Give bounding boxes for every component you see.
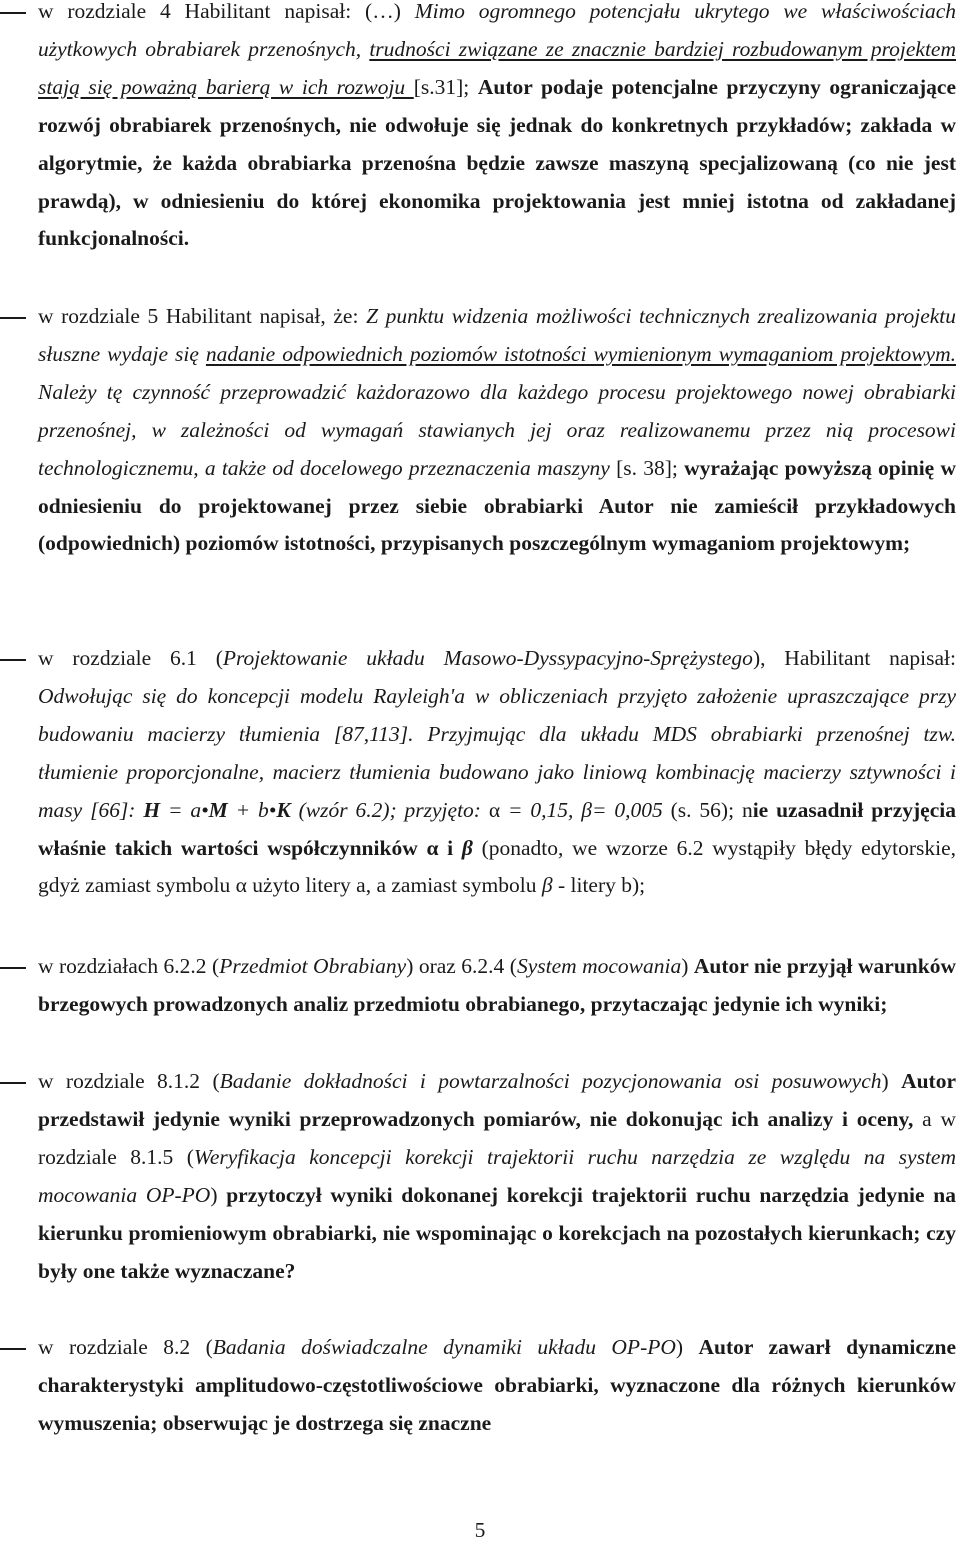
- text-run: ): [881, 1069, 902, 1093]
- text-run: Autor zawarł dynamiczne charakterystyki amplitudowo-częstotliwościowe obrabiarki, wyznaczone dla różnych kierunków wymuszenia; obserwując je dostrzega się znaczne: [38, 1335, 956, 1435]
- text-run: (ponadto, we wzorze 6.2 wystąpiły błędy edytorskie, gdyż zamiast symbolu α użyto litery a, a zamiast symbolu: [38, 835, 957, 898]
- text-run: ), Habilitant napisał:: [752, 646, 956, 670]
- text-run: Odwołując się do koncepcji modelu Rayleigh'a w obliczeniach przyjęto założenie upraszczające przy budowaniu macierzy tłumienia [87,113]. Przyjmując dla układu MDS obrabiarki przenośnej tzw. tłumienie proporcjonalne, macierz tłumienia budowano jako liniową kombinację macierzy sztywności i masy [66]:: [38, 683, 956, 822]
- list-item-text: [38, 646, 956, 897]
- list-item: [38, 640, 956, 905]
- text-run: a w rozdziale 8.1.5 (: [38, 1106, 956, 1169]
- list-item-text: [38, 954, 956, 1016]
- text-run: nadanie odpowiednich poziomów istotności wymienionym wymaganiom projektowym.: [205, 341, 956, 366]
- text-run: β: [541, 873, 553, 898]
- text-run: ie uzasadnił przyjęcia właśnie takich wartości współczynników α i: [38, 797, 956, 860]
- dash-bullet: [0, 298, 30, 319]
- list-item: [38, 298, 956, 563]
- text-run: (wzór 6.2); przyjęto:: [290, 797, 489, 822]
- text-run: System mocowania: [516, 954, 682, 978]
- dash-bullet: [0, 1329, 30, 1350]
- text-run: przytoczył wyniki dokonanej korekcji trajektorii ruchu narzędzia jedynie na kierunku promieniowym obrabiarki, nie wspominając o korekcjach na pozostałych kierunkach; czy były one także wyznaczane?: [38, 1182, 956, 1283]
- text-run: wyrażając powyższą opinię w odniesieniu do projektowanej przez siebie obrabiarki Autor nie zamieścił przykładowych (odpowiednich) poziomów istotności, przypisanych poszczególnym wymaganiom projektowym;: [38, 455, 956, 556]
- list-item: [38, 0, 956, 258]
- text-run: w rozdziale 5 Habilitant napisał, że:: [38, 304, 367, 328]
- text-run: + b•: [227, 797, 277, 822]
- text-run: ) oraz 6.2.4 (: [406, 954, 517, 978]
- dash-bullet: [0, 1063, 30, 1084]
- text-run: w rozdziale 6.1 (: [38, 646, 223, 670]
- dash-bullet: [0, 0, 30, 14]
- list-item-text: [38, 1069, 956, 1283]
- text-run: α: [488, 797, 501, 822]
- text-run: (s. 56); n: [670, 797, 753, 822]
- text-run: Należy tę czynność przeprowadzić każdorazowo dla każdego procesu projektowego nowej obrabiarki przenośnej, w zależności od wymagań stawianych jej oraz realizowanemu przez nią procesowi technologicznemu, a także od docelowego przeznaczenia maszyny: [38, 379, 956, 480]
- text-run: ): [681, 954, 694, 978]
- text-run: [s.31];: [413, 74, 478, 99]
- text-run: Autor nie przyjął warunków brzegowych prowadzonych analiz przedmiotu obrabianego, przytaczając jedynie ich wyniki;: [38, 954, 956, 1016]
- text-run: w rozdziale 4 Habilitant napisał: (…): [38, 0, 415, 23]
- text-run: H: [143, 797, 161, 822]
- text-run: w rozdziale 8.2 (: [38, 1335, 213, 1359]
- list-item-text: [38, 304, 956, 555]
- text-run: w rozdziałach 6.2.2 (: [38, 954, 220, 978]
- text-run: β: [461, 835, 473, 860]
- text-run: Z punktu widzenia możliwości technicznych zrealizowania projektu słuszne wydaje się: [38, 304, 956, 366]
- text-run: M: [208, 797, 228, 822]
- text-run: - litery b);: [552, 873, 646, 898]
- list-item: [38, 1329, 956, 1443]
- text-run: Przedmiot Obrabiany: [219, 954, 407, 978]
- text-run: [s. 38];: [616, 455, 685, 480]
- text-run: trudności związane ze znacznie bardziej rozbudowanym projektem stają się poważną barierą w ich rozwoju: [38, 36, 956, 99]
- text-run: = a•: [160, 797, 209, 822]
- text-run: w rozdziale 8.1.2 (: [38, 1069, 220, 1093]
- text-run: Badanie dokładności i powtarzalności pozycjonowania osi posuwowych: [219, 1069, 882, 1093]
- text-run: Autor przedstawił jedynie wyniki przeprowadzonych pomiarów, nie dokonując ich analizy i oceny,: [38, 1069, 957, 1131]
- text-run: Badania doświadczalne dynamiki układu OP-PO: [212, 1335, 676, 1359]
- page-number: 5: [474, 1518, 486, 1542]
- list-item: [38, 948, 956, 1024]
- dash-bullet: [0, 948, 30, 969]
- list-item-text: [38, 0, 956, 250]
- list-item-text: [38, 1335, 956, 1435]
- text-run: = 0,15, β= 0,005: [500, 797, 671, 822]
- text-run: ): [210, 1182, 227, 1207]
- text-run: Projektowanie układu Masowo-Dyssypacyjno-Sprężystego: [222, 646, 753, 670]
- text-run: ): [675, 1335, 699, 1359]
- list-item: [38, 1063, 956, 1290]
- text-run: Mimo ogromnego potencjału ukrytego we właściwościach użytkowych obrabiarek przenośnych,: [38, 0, 956, 61]
- text-run: K: [276, 797, 291, 822]
- text-run: Weryfikacja koncepcji korekcji trajektorii ruchu narzędzia ze względu na system mocowania OP-PO: [38, 1144, 956, 1207]
- text-run: Autor podaje potencjalne przyczyny ograniczające rozwój obrabiarek przenośnych, nie odwołuje się jednak do konkretnych przykładów; zakłada w algorytmie, że każda obrabiarka przenośna będzie zawsze maszyną specjalizowaną (co nie jest prawdą), w odniesieniu do której ekonomika projektowania jest mniej istotna od zakładanej funkcjonalności.: [38, 74, 956, 251]
- dash-bullet: [0, 640, 30, 661]
